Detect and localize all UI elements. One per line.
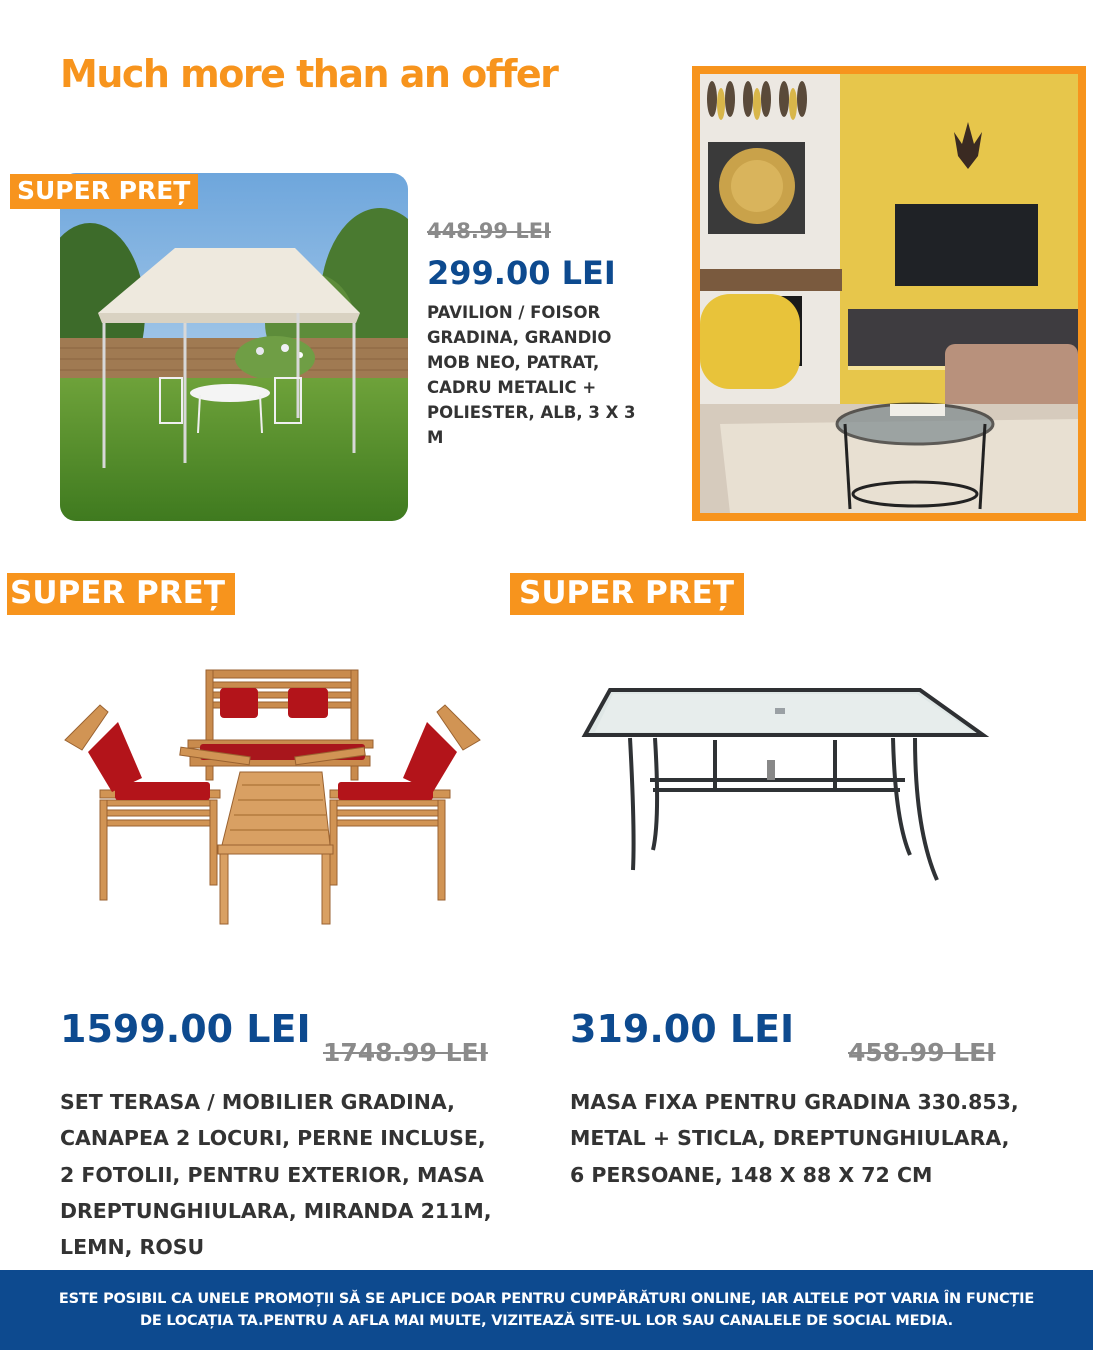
super-pret-badge: SUPER PREȚ [510, 573, 744, 615]
disclaimer-footer [0, 1270, 1093, 1350]
new-price: 319.00 LEI [570, 1007, 795, 1051]
old-price: 458.99 LEI [848, 1038, 996, 1067]
product-description[interactable]: MASA FIXA PENTRU GRADINA 330.853, METAL + STICLA, DREPTUNGHIULARA, 6 PERSOANE, 148 X 88 X 72 CM [570, 1090, 1019, 1187]
disclaimer-text: ESTE POSIBIL CA UNELE PROMOȚII SĂ SE APLICE DOAR PENTRU CUMPĂRĂTURI ONLINE, IAR ALTELE POT VARIA ÎN FUNCȚIE DE LOCAȚIA TA.PENTRU A AFLA MAI MULTE, VIZITEAZĂ SITE-UL LOR SAU CANALELE DE SOCIAL MEDIA. [58, 1291, 1035, 1329]
old-price: 448.99 LEI [427, 219, 551, 243]
old-price: 1748.99 LEI [323, 1038, 488, 1067]
super-pret-badge: SUPER PREȚ [10, 174, 198, 209]
new-price: 1599.00 LEI [60, 1007, 311, 1051]
glass-table-photo[interactable] [575, 680, 995, 895]
super-pret-badge: SUPER PREȚ [7, 573, 235, 615]
new-price: 299.00 LEI [427, 254, 616, 292]
page-title: Much more than an offer [60, 52, 558, 96]
product-description[interactable]: PAVILION / FOISOR GRADINA, GRANDIO MOB NEO, PATRAT, CADRU METALIC + POLIESTER, ALB, 3 X 3 M [427, 303, 636, 447]
living-room-photo [692, 66, 1086, 521]
garden-furniture-set-photo[interactable] [60, 660, 485, 935]
product-description[interactable]: SET TERASA / MOBILIER GRADINA, CANAPEA 2 LOCURI, PERNE INCLUSE, 2 FOTOLII, PENTRU EXTERIOR, MASA DREPTUNGHIULARA, MIRANDA 211M, LEMN, ROSU [60, 1090, 492, 1260]
gazebo-photo[interactable] [60, 173, 408, 521]
